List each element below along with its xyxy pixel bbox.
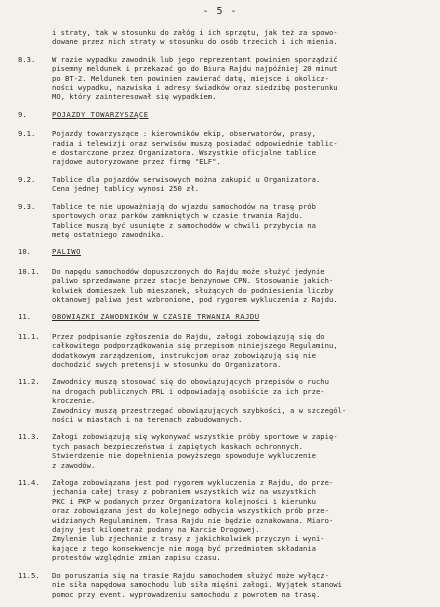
section-9-heading (18, 110, 428, 119)
paragraph-number: 11.1. (18, 331, 40, 341)
document-body (18, 28, 428, 607)
paragraph-number: 8.3. (18, 54, 36, 64)
paragraph-text: Do napędu samochodów dopuszczonych do Rajdu może służyć jedynie paliwo sprzedawane przez stacje benzynowe CPN. Stosowanie jakich- kolwiek domieszek lub mieszanek, służących do podniesienia liczby oktanowej paliwa jest wzbronione, pod rygorem wykluczenia z Rajdu. (52, 266, 338, 304)
paragraph-number: 9.1. (18, 129, 36, 139)
paragraph-text: W razie wypadku zawodnik lub jego reprezentant powinien sporządzić pisemny meldunek i przekazać go do Biura Rajdu najpóźniej 20 minut po BT-2. Meldunek ten powinien zawierać datę, miejsce i okolicz- ności wypadku, nazwiska i adresy świadków oraz siedzibę posterunku MO, który zainteresował się wypadkiem. (52, 54, 338, 102)
section-title: POJAZDY TOWARZYSZĄCE (52, 109, 149, 119)
paragraph-number: 10.1. (18, 266, 40, 276)
paragraph-number: 11.2. (18, 377, 40, 387)
page-number: - 5 - (202, 6, 238, 17)
paragraph-11-2 (18, 377, 428, 424)
paragraph-8-3 (18, 55, 428, 102)
paragraph-text: Do poruszania się na trasie Rajdu samochodem służyć może wyłącz- nie siła napędowa samochodu lub siła mięśni załogi. Wyjątek stanowi pomoc przy event. wyprowadzeniu samochodu z powrotem na trasę. (52, 570, 342, 599)
paragraph-text: Zawodnicy muszą stosować się do obowiązujących przepisów o ruchu na drogach publicznych PRL i odpowiadają osobiście za ich prze- kroczenie. Zawodnicy muszą przestrzegać obowiązujących szybkości, a w szczegól- ności w miastach i na terenach zabudowanych. (52, 377, 347, 424)
paragraph-text: Przez podpisanie zgłoszenia do Rajdu, załogi zobowiązują się do całkowitego podporządkowania się przepisom niniejszego Regulaminu, dodatkowym zarządzeniom, instrukcjom oraz zobowiązują się nie dochodzić swych pretensji w stosunku do Organizatora. (52, 331, 338, 369)
paragraph-9-3 (18, 202, 428, 240)
section-title: PALIWO (52, 247, 81, 257)
section-number: 11. (18, 312, 31, 322)
paragraph-9-2 (18, 175, 428, 194)
paragraph-11-3 (18, 432, 428, 470)
paragraph-9-1 (18, 129, 428, 167)
paragraph-11-1 (18, 332, 428, 370)
paragraph-text: Pojazdy towarzyszące : kierowników ekip, obserwatorów, prasy, radia i telewizji oraz serwisów muszą posiadać odpowiednie tablic- e dostarczone przez Organizatora. Wszystkie oficjalne tablice rajdowe autoryzowane przez firmę "ELF". (52, 129, 338, 167)
paragraph-number: 11.5. (18, 570, 40, 580)
paragraph-number: 9.2. (18, 174, 36, 184)
paragraph-number: 11.4. (18, 478, 40, 488)
section-number: 9. (18, 109, 27, 119)
paragraph-number: 9.3. (18, 201, 36, 211)
section-11-heading (18, 312, 428, 321)
paragraph-11-5 (18, 571, 428, 599)
section-title: OBOWIĄZKI ZAWODNIKÓW W CZASIE TRWANIA RAJDU (52, 312, 260, 322)
paragraph-10-1 (18, 267, 428, 305)
paragraph-text: Załogi zobowiązują się wykonywać wszystkie próby sportowe w zapię- tych pasach bezpieczeństwa i zapiętych kaskach ochronnych. Stwierdzenie nie dopełnienia powyższego spowoduje wykluczenie z zawodów. (52, 432, 338, 470)
paragraph-text: Załoga zobowiązana jest pod rygorem wykluczenia z Rajdu, do prze- jechania całej trasy z pobraniem wszystkich wiz na wszystkich PKC i PKP w podanych przez Organizatora kolejności i kierunku oraz zobowiązana jest do kolejnego odbycia wszystkich prób prze- widzianych Regulaminem. Trasa Rajdu nie będzie oznakowana. Miaro- dajny jest kilometraż podany na Karcie Drogowej. Zmylenie lub zjechanie z trasy z jakichkolwiek przyczyn i wyni- kające z tego konsekwencje nie mogą być przedmiotem składania protestów względnie zmian zapisu czasu. (52, 478, 334, 563)
paragraph-text: Tablice dla pojazdów serwisowych można zakupić u Organizatora. Cena jednej tablicy wynosi 250 zł. (52, 174, 321, 194)
paragraph-11-4 (18, 478, 428, 563)
continued-paragraph: i straty, tak w stosunku do załóg i ich sprzętu, jak też za spowo- dowane przez nich straty w stosunku do osób trzecich i ich mienia. (52, 28, 338, 47)
paragraph-number: 11.3. (18, 432, 40, 442)
section-10-heading (18, 247, 428, 256)
paragraph-text: Tablice te nie upoważniają do wjazdu samochodów na trasę prób sportowych oraz parków zamkniętych w czasie trwania Rajdu. Tablice muszą być usunięte z samochodów w chwili przybycia na metę ostatniego zawodnika. (52, 201, 316, 239)
section-number: 10. (18, 247, 31, 257)
